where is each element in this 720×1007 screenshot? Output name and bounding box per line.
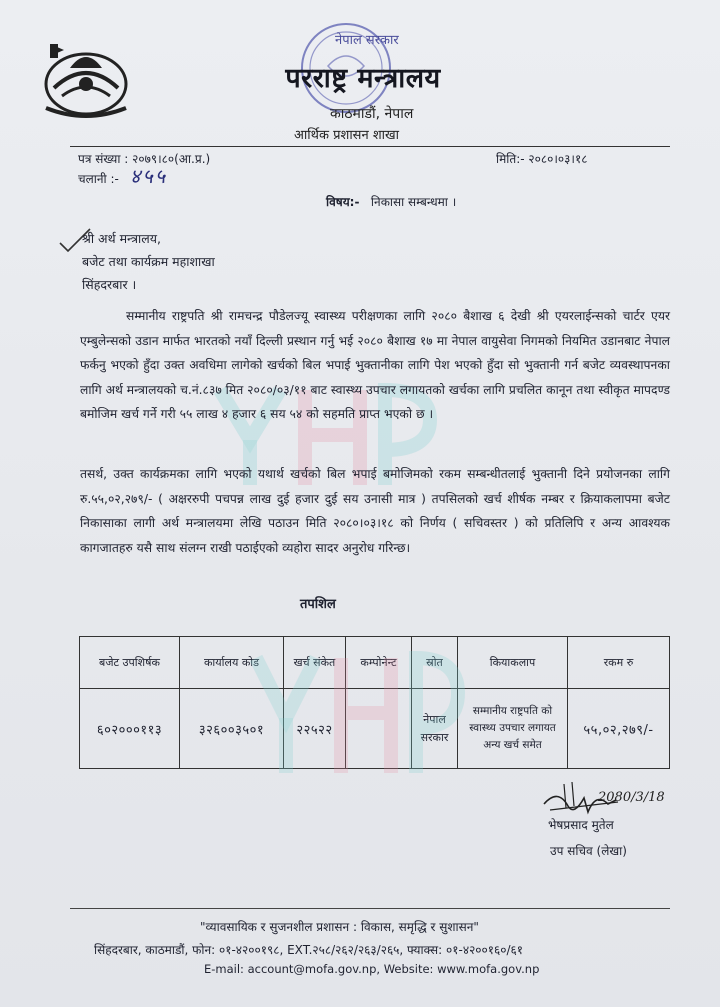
cell-budget-subhead: ६०२०००११३	[80, 689, 180, 769]
subject-line	[326, 193, 456, 210]
footer-divider	[70, 908, 670, 909]
subject-label: विषय:-	[326, 195, 360, 209]
seal-text: नेपाल सरकार	[335, 33, 399, 48]
ministry-title: परराष्ट्र मन्त्रालय	[285, 63, 441, 94]
cell-office-code: ३२६००३५०१	[180, 689, 284, 769]
cell-amount: ५५,०२,२७९/-	[568, 689, 670, 769]
cell-source: नेपाल सरकार	[412, 689, 458, 769]
letter-date: मिति:- २०८०।०३।१८	[496, 152, 588, 166]
addressee-line-3: सिंहदरबार ।	[82, 277, 137, 292]
footer-email: E-mail: account@mofa.gov.np, Website: www.mofa.gov.np	[204, 962, 540, 976]
header-expense-code: खर्च संकेत	[284, 637, 346, 689]
branch-name: आर्थिक प्रशासन शाखा	[294, 128, 400, 143]
cell-expense-code: २२५२२	[284, 689, 346, 769]
body-paragraph-1: सम्मानीय राष्ट्रपति श्री रामचन्द्र पौडेलज्यू स्वास्थ्य परीक्षणका लागि २०८० बैशाख ६ देखी श्री एयरलाईन्सको चार्टर एयर एम्बुलेन्सको उडान मार्फत भारतको नयाँ दिल्ली प्रस्थान गर्नु भई २०८० बैशाख १७ मा नेपाल वायुसेवा निगमको नियमित उडानबाट नेपाल फर्कनु भएको हुँदा उक्त अवधिमा लागेको खर्चको बिल भपाई भुक्तानीका लागि पेश भएको हुँदा सो भुक्तानी गर्न बजेट व्यवस्थापनका लागि अर्थ मन्त्रालयको च.नं.८३७ मित २०८०/०३/११ बाट स्वास्थ्य उपचार लगायतको खर्चका लागि प्रचलित कानून तथा स्वीकृत मापदण्ड बमोजिम खर्च गर्ने गरी ५५ लाख ४ हजार ६ सय ५४ को सहमति प्राप्त भएको छ ।	[80, 309, 670, 421]
footer-motto: "व्यावसायिक र सुजनशील प्रशासन : विकास, समृद्धि र सुशासन"	[200, 920, 479, 934]
nepal-emblem-icon	[40, 38, 132, 120]
footer-contact: सिंहदरबार, काठमाडौं, फोन: ०१-४२००१९८, EXT.२५८/२६२/२६३/२६५, फ्याक्स: ०१-४२००१६०/६१	[94, 943, 524, 957]
watermark-logo-table	[246, 648, 466, 778]
header-component: कम्पोनेन्ट	[346, 637, 412, 689]
body-paragraph-2: तसर्थ, उक्त कार्यक्रमका लागि भएको यथार्थ खर्चको बिल भपाई बमोजिमको रकम सम्बन्धीतलाई भुक्तानी दिने प्रयोजनका लागि रु.५५,०२,२७९/- ( अक्षररुपी पचपन्न लाख दुई हजार दुई सय उनासी मात्र ) तपसिलको खर्च शीर्षक नम्बर र क्रियाकलापमा बजेट निकासाका लागी अर्थ मन्त्रालयमा लेखि पठाउन मिति २०८०।०३।१८ को निर्णय ( सचिवस्तर ) को प्रतिलिपि र अन्य आवश्यक कागजातहरु यसै साथ संलग्न राखी पठाईएको व्यहोरा सादर अनुरोध गरिन्छ।	[80, 467, 670, 555]
header-source: स्रोत	[412, 637, 458, 689]
header-office-code: कार्यालय कोड	[180, 637, 284, 689]
dispatch-number: ४५५	[130, 164, 168, 188]
subject-text: निकासा सम्बन्धमा ।	[370, 195, 457, 209]
header-activity: कियाकलाप	[458, 637, 568, 689]
addressee-line-2: बजेट तथा कार्यक्रम महाशाखा	[82, 254, 215, 269]
ministry-city: काठमाडौं, नेपाल	[330, 106, 414, 122]
reference-number: पत्र संख्या : २०७९।८०(आ.प्र.)	[78, 152, 211, 166]
signature-date: 2080/3/18	[598, 790, 665, 805]
header-amount: रकम रु	[568, 637, 670, 689]
schedule-title: तपशिल	[300, 597, 336, 612]
header-divider	[70, 146, 670, 147]
header-budget-subhead: बजेट उपशिर्षक	[80, 637, 180, 689]
signer-name: भेषप्रसाद मुतेल	[548, 818, 614, 832]
signer-designation: उप सचिव (लेखा)	[550, 844, 627, 858]
cell-activity: सम्मानीय राष्ट्रपति को स्वास्थ्य उपचार लगायत अन्य खर्च समेत	[458, 689, 568, 769]
dispatch-label: चलानी :-	[78, 172, 119, 186]
addressee-line-1: श्री अर्थ मन्त्रालय,	[82, 231, 161, 246]
